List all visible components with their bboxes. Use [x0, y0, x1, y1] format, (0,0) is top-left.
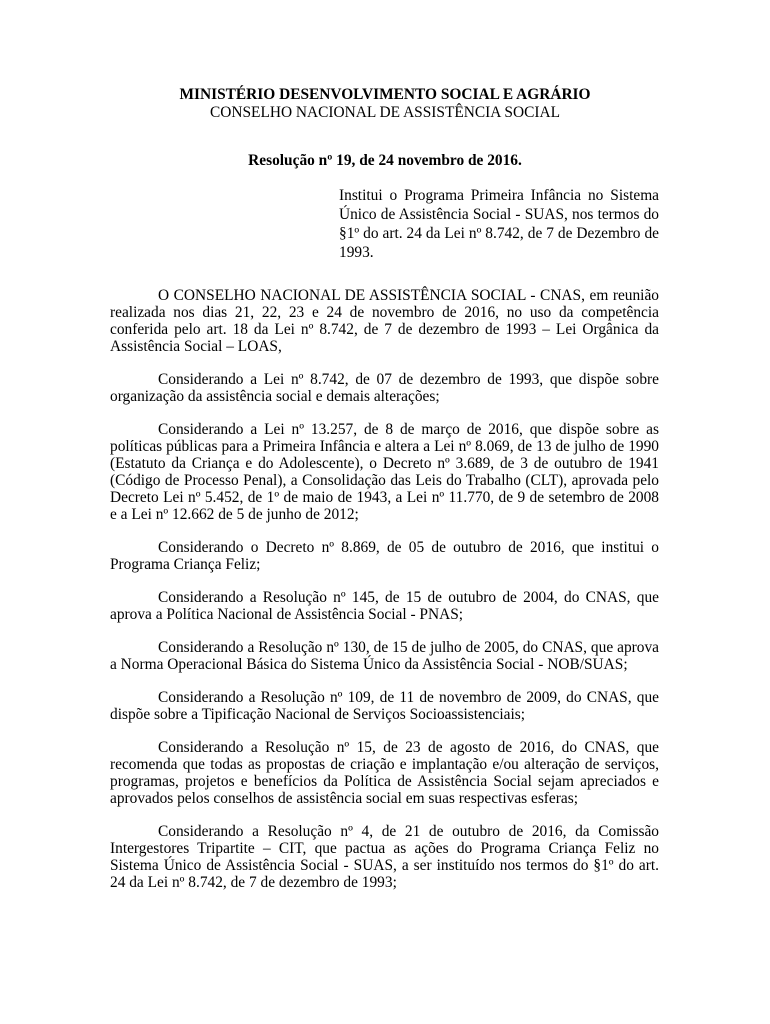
resolution-body	[110, 287, 659, 907]
paragraph-considering-6: Considerando a Resolução nº 109, de 11 de novembro de 2009, do CNAS, que dispõe sobre a Tipificação Nacional de Serviços Socioassistenciais;	[110, 689, 659, 723]
council-name: CONSELHO NACIONAL DE ASSISTÊNCIA SOCIAL	[209, 104, 560, 121]
paragraph-considering-2: Considerando a Lei nº 13.257, de 8 de março de 2016, que dispõe sobre as políticas públicas para a Primeira Infância e altera a Lei nº 8.069, de 13 de julho de 1990 (Estatuto da Criança e do Adolescente), o Decreto nº 3.689, de 3 de outubro de 1941 (Código de Processo Penal), a Consolidação das Leis do Trabalho (CLT), aprovada pelo Decreto Lei nº 5.452, de 1º de maio de 1943, a Lei nº 11.770, de 9 de setembro de 2008 e a Lei nº 12.662 de 5 de junho de 2012;	[110, 421, 659, 523]
resolution-title: Resolução nº 19, de 24 novembro de 2016.	[248, 152, 522, 169]
paragraph-considering-7: Considerando a Resolução nº 15, de 23 de agosto de 2016, do CNAS, que recomenda que todas as propostas de criação e implantação e/ou alteração de serviços, programas, projetos e benefícios da Política de Assistência Social sejam apreciados e aprovados pelos conselhos de assistência social em suas respectivas esferas;	[110, 739, 659, 807]
ministry-name: MINISTÉRIO DESENVOLVIMENTO SOCIAL E AGRÁRIO	[179, 86, 591, 103]
paragraph-preamble: O CONSELHO NACIONAL DE ASSISTÊNCIA SOCIAL - CNAS, em reunião realizada nos dias 21, 22, 23 e 24 de novembro de 2016, no uso da competência conferida pelo art. 18 da Lei nº 8.742, de 7 de dezembro de 1993 – Lei Orgânica da Assistência Social – LOAS,	[110, 287, 659, 355]
paragraph-considering-1: Considerando a Lei nº 8.742, de 07 de dezembro de 1993, que dispõe sobre organização da assistência social e demais alterações;	[110, 371, 659, 405]
paragraph-considering-3: Considerando o Decreto nº 8.869, de 05 de outubro de 2016, que institui o Programa Criança Feliz;	[110, 539, 659, 573]
paragraph-considering-4: Considerando a Resolução nº 145, de 15 de outubro de 2004, do CNAS, que aprova a Política Nacional de Assistência Social - PNAS;	[110, 589, 659, 623]
document-header	[0, 86, 770, 122]
resolution-ementa: Institui o Programa Primeira Infância no Sistema Único de Assistência Social - SUAS, nos termos do §1º do art. 24 da Lei nº 8.742, de 7 de Dezembro de 1993.	[339, 187, 659, 261]
paragraph-considering-5: Considerando a Resolução nº 130, de 15 de julho de 2005, do CNAS, que aprova a Norma Operacional Básica do Sistema Único da Assistência Social - NOB/SUAS;	[110, 639, 659, 673]
paragraph-considering-8: Considerando a Resolução nº 4, de 21 de outubro de 2016, da Comissão Intergestores Tripartite – CIT, que pactua as ações do Programa Criança Feliz no Sistema Único de Assistência Social - SUAS, a ser instituído nos termos do §1º do art. 24 da Lei nº 8.742, de 7 de dezembro de 1993;	[110, 823, 659, 891]
